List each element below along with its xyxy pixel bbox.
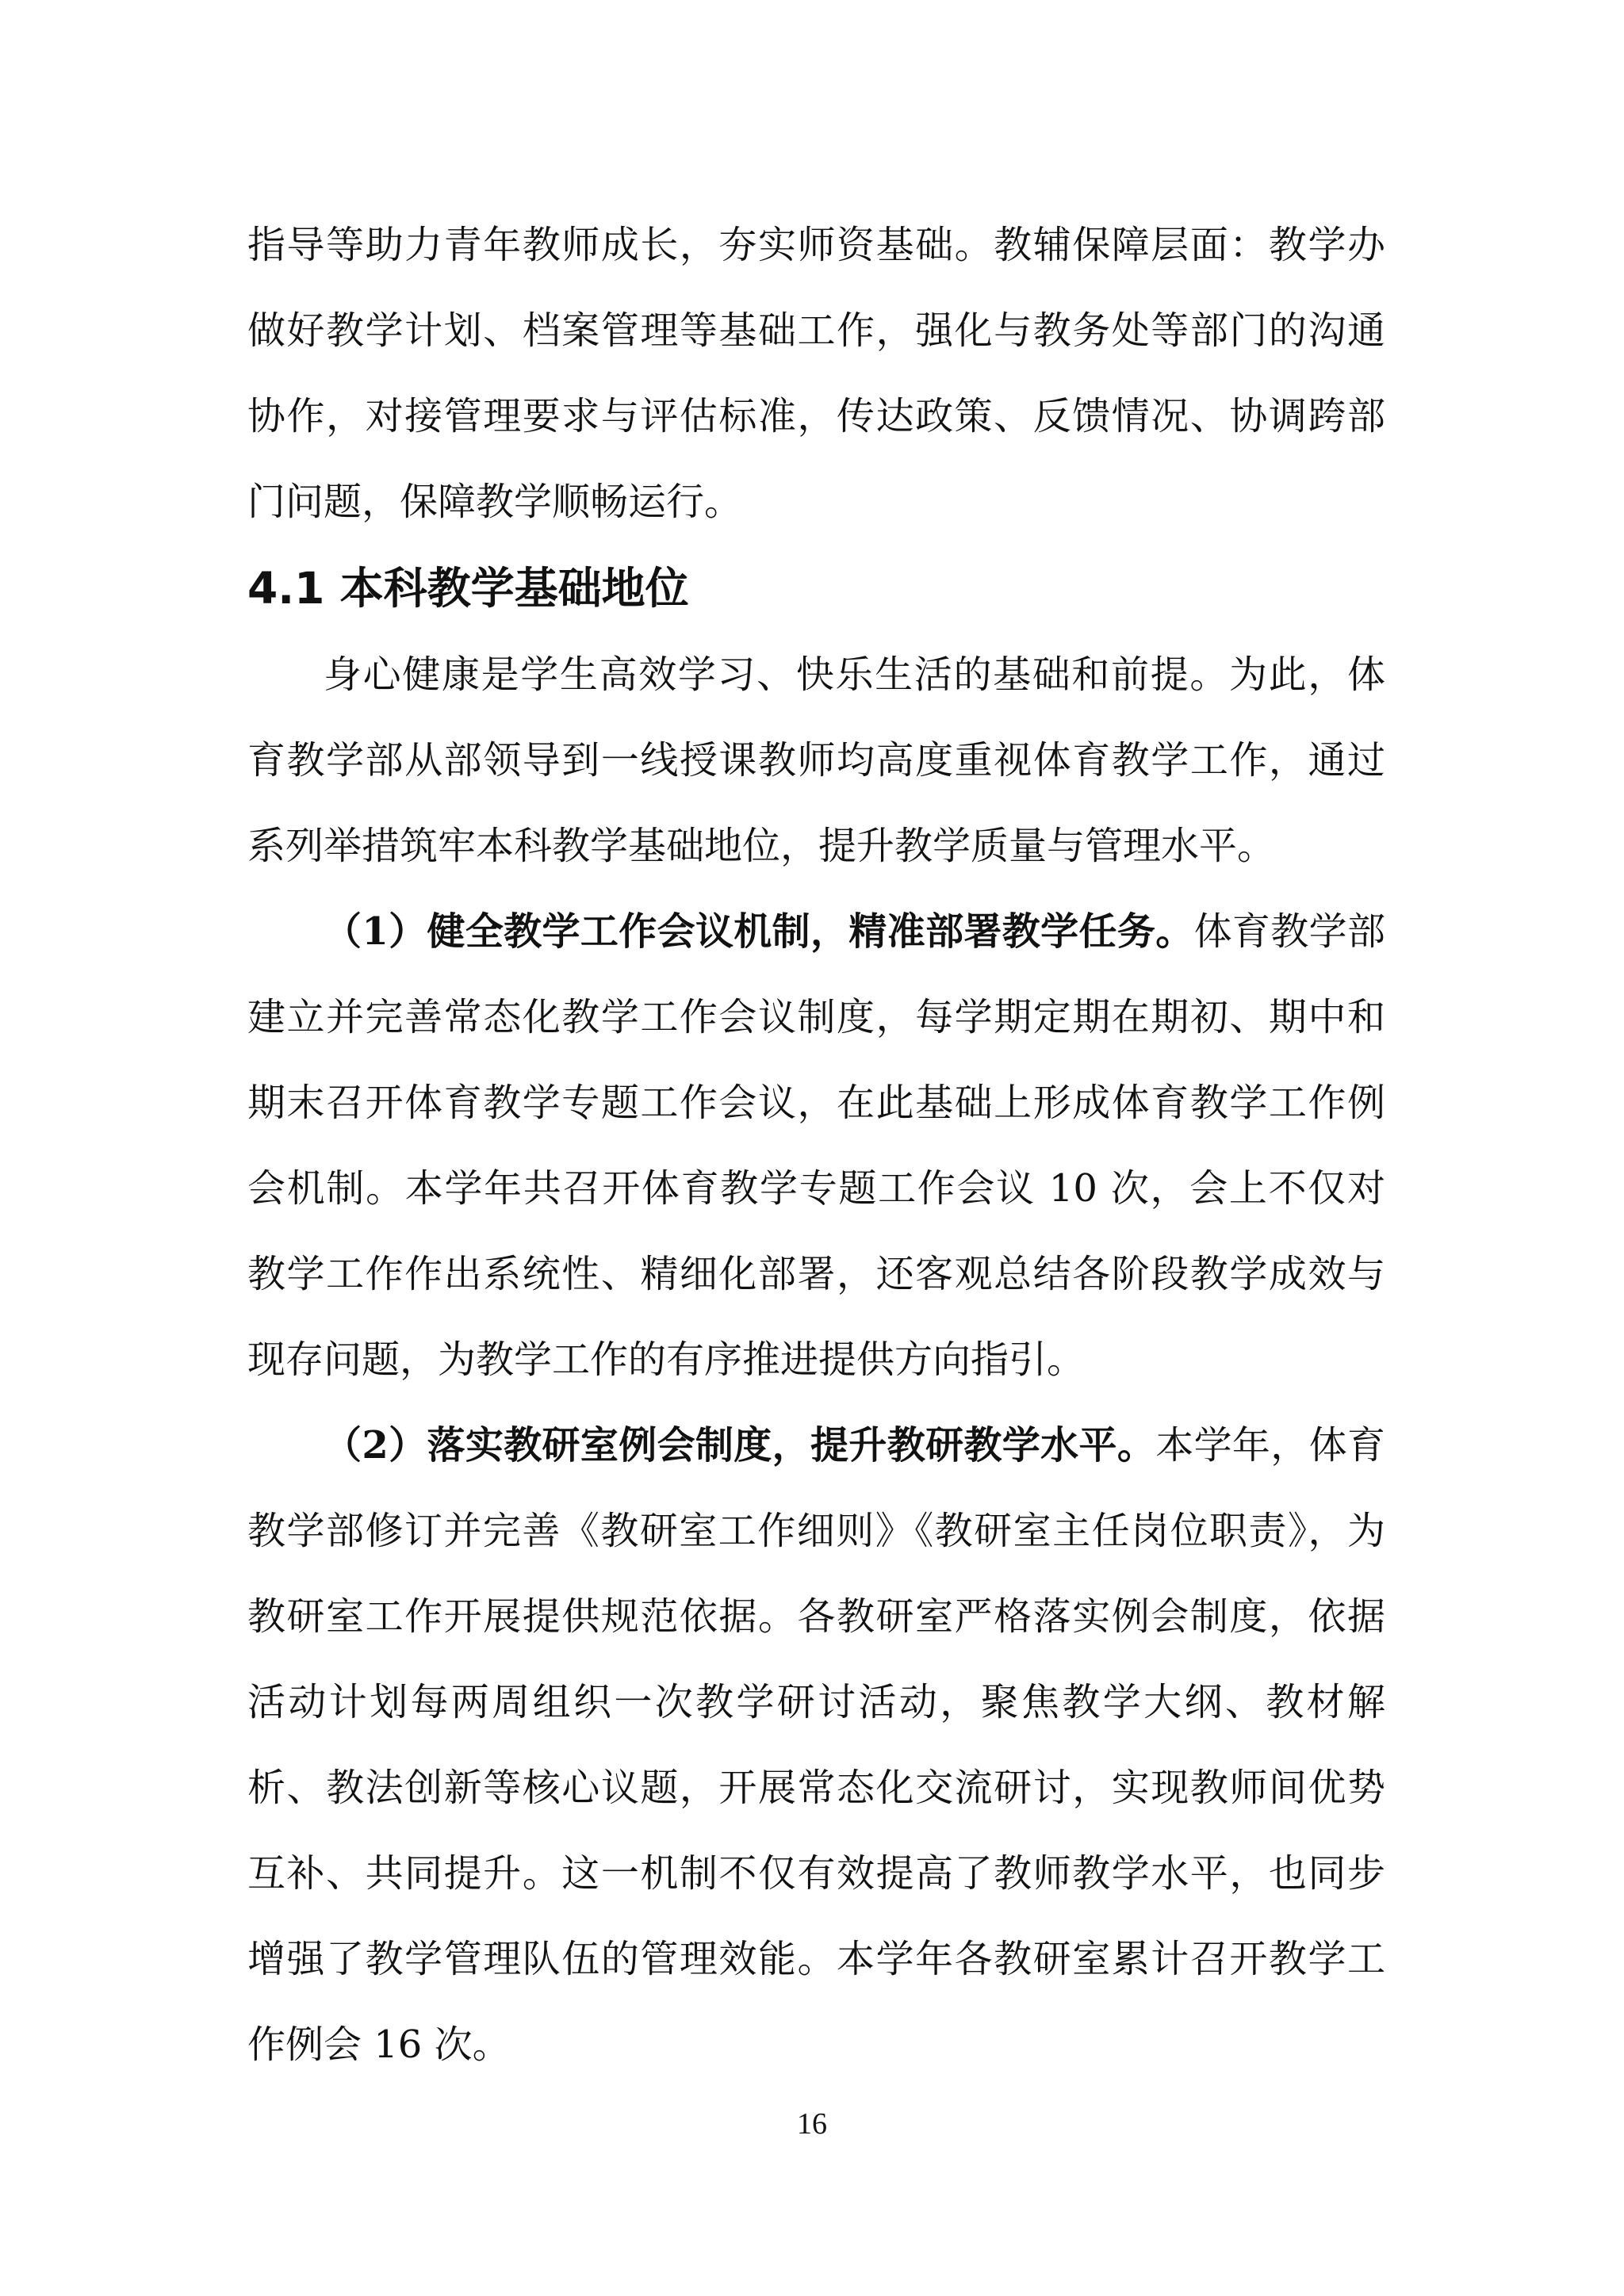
item-1-lead: （1）健全教学工作会议机制，精准部署教学任务。	[324, 909, 1194, 954]
item-2-body: 本学年，体育教学部修订并完善《教研室工作细则》《教研室主任岗位职责》，为教研室工作开展提供规范依据。各教研室严格落实例会制度，依据活动计划每两周组织一次教学研讨活动，聚焦教学大纲、教材解析、教法创新等核心议题，开展常态化交流研讨，实现教师间优势互补、共同提升。这一机制不仅有效提高了教师教学水平，也同步增强了教学管理队伍的管理效能。本学年各教研室累计召开教学工作例会 16 次。	[247, 1423, 1385, 2067]
intro-paragraph: 身心健康是学生高效学习、快乐生活的基础和前提。为此，体育教学部从部领导到一线授课教师均高度重视体育教学工作，通过系列举措筑牢本科教学基础地位，提升教学质量与管理水平。	[247, 652, 1385, 868]
page-number: 16	[797, 2107, 827, 2141]
item-1-paragraph	[247, 889, 1385, 1402]
page-body	[247, 202, 1385, 2087]
item-2-paragraph	[247, 1402, 1385, 2087]
section-heading: 4.1 本科教学基础地位	[247, 563, 689, 614]
item-2-lead: （2）落实教研室例会制度，提升教研教学水平。	[324, 1423, 1156, 1468]
continued-paragraph: 指导等助力青年教师成长，夯实师资基础。教辅保障层面：教学办做好教学计划、档案管理等基础工作，强化与教务处等部门的沟通协作，对接管理要求与评估标准，传达政策、反馈情况、协调跨部门问题，保障教学顺畅运行。	[247, 223, 1385, 524]
item-1-body: 体育教学部建立并完善常态化教学工作会议制度，每学期定期在期初、期中和期末召开体育教学专题工作会议，在此基础上形成体育教学工作例会机制。本学年共召开体育教学专题工作会议 10 次，会上不仅对教学工作作出系统性、精细化部署，还客观总结各阶段教学成效与现存问题，为教学工作的有序推进提供方向指引。	[247, 909, 1385, 1382]
